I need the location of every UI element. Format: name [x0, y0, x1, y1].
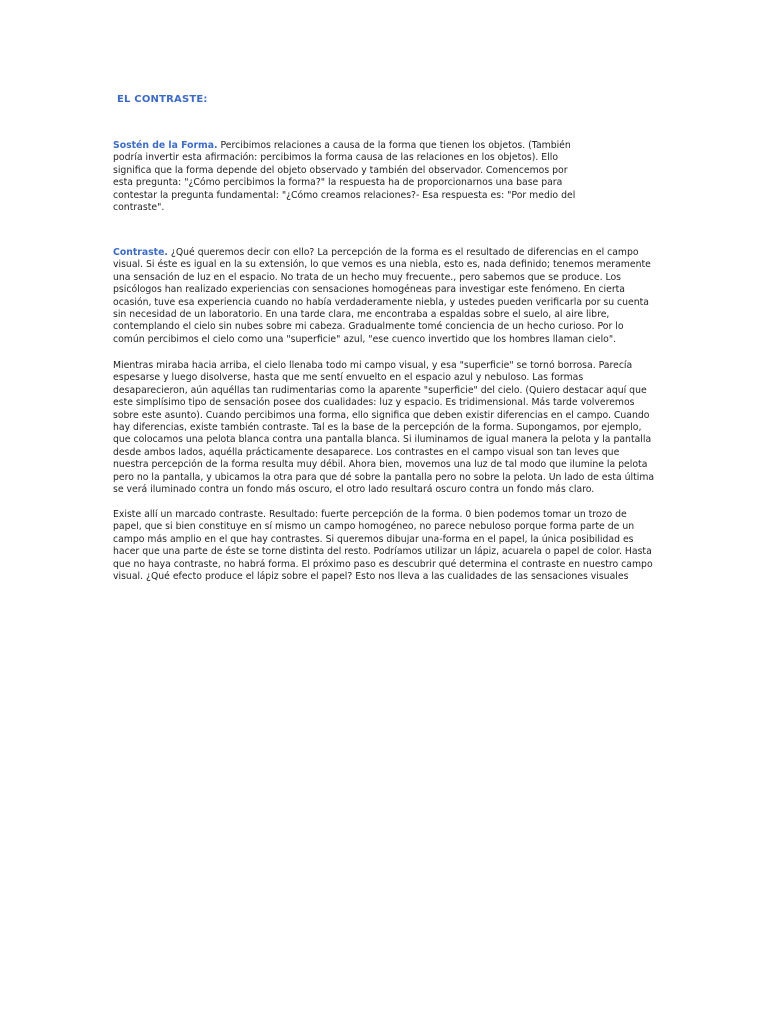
section-lead-contraste: Contraste. [113, 247, 168, 258]
document-title: EL CONTRASTE: [117, 94, 208, 105]
paragraph-existe-alli: Existe allí un marcado contraste. Resultado: fuerte percepción de la forma. 0 bien podemos tomar un trozo de papel, que si bien constituye en sí mismo un campo homogéneo, no parece nebuloso porque forma parte de un campo más amplio en el que hay contrastes. Si queremos dibujar una-forma en el papel, la única posibilidad es hacer que una parte de éste se torne distinta del resto. Podríamos utilizar un lápiz, acuarela o papel de color. Hasta que no haya contraste, no habrá forma. El próximo paso es descubrir qué determina el contraste en nuestro campo visual. ¿Qué efecto produce el lápiz sobre el papel? Esto nos lleva a las cualidades de las sensaciones visuales [113, 509, 653, 583]
section-body-contraste: ¿Qué queremos decir con ello? La percepción de la forma es el resultado de diferencias en el campo visual. Si éste es igual en la su extensión, lo que vemos es una niebla, esto es, nada definido; tenemos meramente una sensación de luz en el espacio. No trata de un hecho muy frecuente., pero sabemos que se produce. Los psicólogos han realizado experiencias con sensaciones homogéneas para investigar este fenómeno. En cierta ocasión, tuve esa experiencia cuando no había verdaderamente niebla, y ustedes pueden verificarla por su cuenta sin necesidad de un laboratorio. En una tarde clara, me encontraba a espaldas sobre el suelo, al aire libre, contemplando el cielo sin nubes sobre mi cabeza. Gradualmente tomé conciencia de un hecho curioso. Por lo común percibimos el cielo como una "superficie" azul, "ese cuenco invertido que los hombres llaman cielo". [113, 247, 651, 345]
section-body-sosten: Percibimos relaciones a causa de la forma que tienen los objetos. (También podría invertir esta afirmación: percibimos la forma causa de las relaciones en los objetos). Ello significa que la forma depende del objeto observado y también del observador. Comencemos por esta pregunta: "¿Cómo percibimos la forma?" la respuesta ha de proporcionarnos una base para contestar la pregunta fundamental: "¿Cómo creamos relaciones?- Esa respuesta es: "Por medio del contraste". [113, 140, 576, 214]
section-sosten-de-la-forma [113, 140, 579, 214]
section-lead-sosten: Sostén de la Forma. [113, 140, 218, 151]
paragraph-mientras-miraba: Mientras miraba hacia arriba, el cielo llenaba todo mi campo visual, y esa "superficie" se tornó borrosa. Parecía espesarse y luego disolverse, hasta que me sentí envuelto en el espacio azul y nebuloso. Las formas desaparecieron, aún aquéllas tan rudimentarias como la aparente "superficie" del cielo. (Quiero destacar aquí que este simplísimo tipo de sensación posee dos cualidades: luz y espacio. Es tridimensional. Más tarde volveremos sobre este asunto). Cuando percibimos una forma, ello significa que deben existir diferencias en el campo. Cuando hay diferencias, existe también contraste. Tal es la base de la percepción de la forma. Supongamos, por ejemplo, que colocamos una pelota blanca contra una pantalla blanca. Si iluminamos de igual manera la pelota y la pantalla desde ambos lados, aquélla prácticamente desaparece. Los contrastes en el campo visual son tan leves que nuestra percepción de la forma resulta muy débil. Ahora bien, movemos una luz de tal modo que ilumine la pelota pero no la pantalla, y ubicamos la otra para que dé sobre la pantalla pero no sobre la pelota. Un lado de esta última se verá iluminado contra un fondo más oscuro, el otro lado resultará oscuro contra un fondo más claro. [113, 360, 655, 496]
section-contraste [113, 247, 657, 346]
